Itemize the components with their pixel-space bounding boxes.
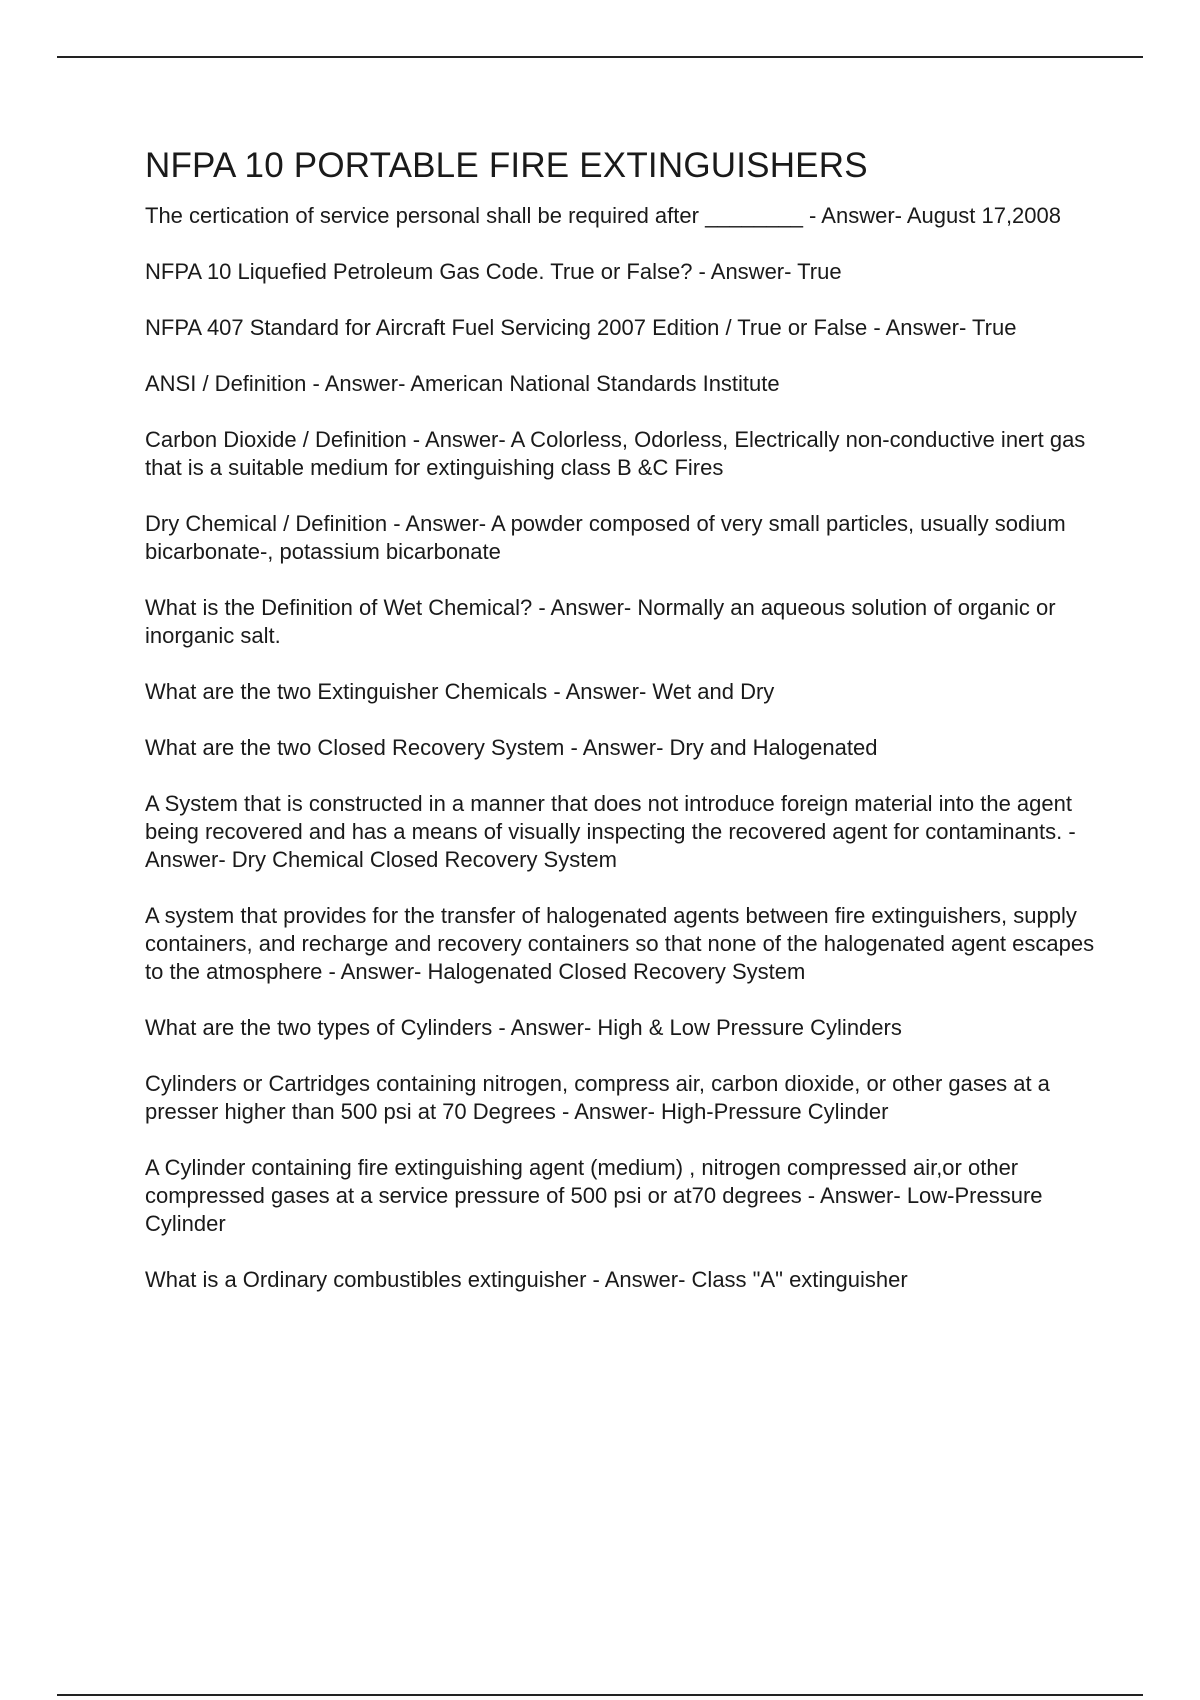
qa-entry: What is the Definition of Wet Chemical? - Answer- Normally an aqueous solution of organic or inorganic salt. [145,595,1056,648]
qa-entry: The certication of service personal shall be required after ________ - Answer- August 17,2008 [145,203,1061,228]
bottom-rule [57,1694,1143,1696]
qa-entry: What are the two Extinguisher Chemicals - Answer- Wet and Dry [145,679,775,704]
qa-entry: ANSI / Definition - Answer- American National Standards Institute [145,371,780,396]
qa-entry: Cylinders or Cartridges containing nitrogen, compress air, carbon dioxide, or other gases at a presser higher than 500 psi at 70 Degrees - Answer- High-Pressure Cylinder [145,1071,1050,1124]
document-body [145,140,1095,1322]
qa-entry: What are the two Closed Recovery System - Answer- Dry and Halogenated [145,735,878,760]
qa-entry: NFPA 407 Standard for Aircraft Fuel Servicing 2007 Edition / True or False - Answer- True [145,315,1017,340]
qa-entry: A System that is constructed in a manner that does not introduce foreign material into the agent being recovered and has a means of visually inspecting the recovered agent for contaminants. - Answer- Dry Chemical Closed Recovery System [145,791,1076,872]
qa-entry: Carbon Dioxide / Definition - Answer- A Colorless, Odorless, Electrically non-conductive inert gas that is a suitable medium for extinguishing class B &C Fires [145,427,1086,480]
qa-entry: A system that provides for the transfer of halogenated agents between fire extinguishers, supply containers, and recharge and recovery containers so that none of the halogenated agent escapes to the atmosphere - Answer- Halogenated Closed Recovery System [145,903,1095,984]
qa-entry: What is a Ordinary combustibles extinguisher - Answer- Class "A" extinguisher [145,1267,908,1292]
qa-entry: What are the two types of Cylinders - Answer- High & Low Pressure Cylinders [145,1015,902,1040]
qa-entry: Dry Chemical / Definition - Answer- A powder composed of very small particles, usually sodium bicarbonate-, potassium bicarbonate [145,511,1066,564]
qa-entry: NFPA 10 Liquefied Petroleum Gas Code. True or False? - Answer- True [145,259,842,284]
top-rule [57,56,1143,58]
document-title: NFPA 10 PORTABLE FIRE EXTINGUISHERS [145,146,868,185]
qa-entry: A Cylinder containing fire extinguishing agent (medium) , nitrogen compressed air,or other compressed gases at a service pressure of 500 psi or at70 degrees - Answer- Low-Pressure Cylinder [145,1155,1043,1236]
